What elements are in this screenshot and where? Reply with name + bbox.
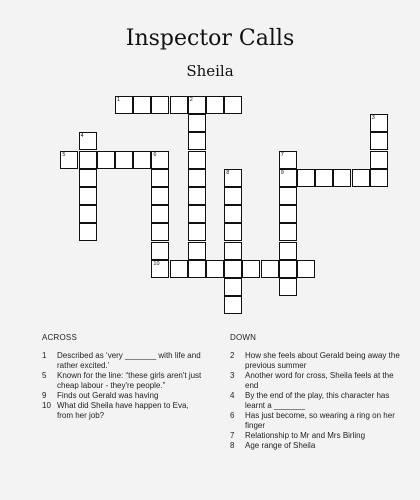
grid-cell[interactable]	[115, 151, 133, 169]
clue-across-9	[42, 391, 202, 401]
clue-text: Has just become, so wearing a ring on her finger	[245, 411, 395, 430]
grid-cell[interactable]	[79, 187, 97, 205]
across-heading: ACROSS	[42, 333, 77, 342]
grid-cell[interactable]	[188, 132, 206, 150]
cell-number: 9	[280, 169, 284, 176]
clue-text: By the end of the play, this character has learnt a _______	[245, 391, 390, 410]
grid-cell[interactable]	[151, 260, 169, 278]
grid-cell[interactable]	[242, 260, 260, 278]
cell-number: 8	[226, 169, 230, 176]
grid-cell[interactable]	[151, 205, 169, 223]
grid-cell[interactable]	[115, 96, 133, 114]
clue-down-4	[230, 391, 400, 411]
puzzle-subtitle: Sheila	[186, 62, 234, 80]
grid-cell[interactable]	[315, 169, 333, 187]
puzzle-title: Inspector Calls	[125, 26, 295, 51]
grid-cell[interactable]	[279, 187, 297, 205]
cell-number: 2	[189, 97, 193, 103]
clue-text: Finds out Gerald was having	[57, 391, 159, 400]
grid-cell[interactable]	[151, 96, 169, 114]
clue-number: 8	[230, 441, 235, 450]
grid-cell[interactable]	[206, 96, 224, 114]
grid-cell[interactable]	[279, 205, 297, 223]
clue-number: 7	[230, 431, 235, 440]
clue-across-10	[42, 401, 202, 421]
grid-cell[interactable]	[279, 223, 297, 241]
grid-cell[interactable]	[188, 205, 206, 223]
grid-cell[interactable]	[224, 260, 242, 278]
grid-cell[interactable]	[279, 242, 297, 260]
grid-cell[interactable]	[224, 169, 242, 187]
cell-number: 6	[153, 151, 157, 158]
grid-cell[interactable]	[133, 151, 151, 169]
cell-number: 3	[371, 115, 375, 122]
grid-cell[interactable]	[151, 223, 169, 241]
grid-cell[interactable]	[370, 151, 388, 169]
clue-number: 10	[42, 401, 51, 410]
grid-cell[interactable]	[188, 187, 206, 205]
grid-cell[interactable]	[79, 205, 97, 223]
grid-cell[interactable]	[79, 169, 97, 187]
clue-number: 5	[42, 371, 47, 380]
grid-cell[interactable]	[333, 169, 351, 187]
grid-cell[interactable]	[151, 169, 169, 187]
grid-cell[interactable]	[224, 278, 242, 296]
grid-cell[interactable]	[297, 169, 315, 187]
clue-down-7	[230, 431, 400, 441]
grid-cell[interactable]	[279, 278, 297, 296]
grid-cell[interactable]	[188, 114, 206, 132]
clue-text: Known for the line: “these girls aren't just cheap labour - they're people.”	[57, 371, 202, 390]
grid-cell[interactable]	[370, 132, 388, 150]
clue-down-8	[230, 441, 400, 451]
grid-cell[interactable]	[224, 242, 242, 260]
clue-number: 2	[230, 351, 235, 360]
clue-text: Another word for cross, Sheila feels at the end	[245, 371, 394, 390]
cell-number: 7	[280, 151, 284, 158]
grid-cell[interactable]	[224, 223, 242, 241]
grid-cell[interactable]	[170, 260, 188, 278]
grid-cell[interactable]	[151, 151, 169, 169]
clue-text: Described as ‘very _______ with life and rather excited.’	[57, 351, 201, 370]
grid-cell[interactable]	[224, 187, 242, 205]
clue-down-6	[230, 411, 400, 431]
cell-number: 10	[153, 260, 160, 267]
grid-cell[interactable]	[79, 151, 97, 169]
across-clue-list	[42, 351, 202, 421]
clue-text: Relationship to Mr and Mrs Birling	[245, 431, 366, 440]
clue-number: 1	[42, 351, 47, 360]
clue-across-1	[42, 351, 202, 371]
grid-cell[interactable]	[151, 187, 169, 205]
clue-number: 6	[230, 411, 235, 420]
grid-cell[interactable]	[370, 114, 388, 132]
clue-text: Age range of Sheila	[245, 441, 316, 450]
grid-cell[interactable]	[97, 151, 115, 169]
grid-cell[interactable]	[170, 96, 188, 114]
clue-number: 3	[230, 371, 235, 380]
cell-number: 4	[80, 133, 84, 140]
clue-across-5	[42, 371, 202, 391]
grid-cell[interactable]	[224, 296, 242, 314]
clue-number: 4	[230, 391, 235, 400]
grid-cell[interactable]	[151, 242, 169, 260]
grid-cell[interactable]	[188, 151, 206, 169]
grid-cell[interactable]	[370, 169, 388, 187]
clue-text: How she feels about Gerald being away the previous summer	[245, 351, 400, 370]
grid-cell[interactable]	[188, 169, 206, 187]
grid-cell[interactable]	[206, 260, 224, 278]
clue-down-3	[230, 371, 400, 391]
grid-cell[interactable]	[188, 242, 206, 260]
grid-cell[interactable]	[352, 169, 370, 187]
grid-cell[interactable]	[60, 151, 78, 169]
grid-cell[interactable]	[188, 223, 206, 241]
grid-cell[interactable]	[188, 96, 206, 114]
down-heading: DOWN	[230, 333, 257, 342]
grid-cell[interactable]	[279, 260, 297, 278]
cell-number: 1	[117, 97, 121, 103]
down-clue-list	[230, 351, 400, 451]
grid-cell[interactable]	[224, 96, 242, 114]
grid-cell[interactable]	[261, 260, 279, 278]
clue-number: 9	[42, 391, 47, 400]
grid-cell[interactable]	[188, 260, 206, 278]
grid-cell[interactable]	[279, 151, 297, 169]
grid-cell[interactable]	[133, 96, 151, 114]
clue-text: What did Sheila have happen to Eva, from her job?	[57, 401, 189, 420]
grid-cell[interactable]	[279, 169, 297, 187]
grid-cell[interactable]	[79, 132, 97, 150]
clue-down-2	[230, 351, 400, 371]
grid-cell[interactable]	[79, 223, 97, 241]
cell-number: 5	[62, 151, 66, 158]
grid-cell[interactable]	[297, 260, 315, 278]
grid-cell[interactable]	[224, 205, 242, 223]
